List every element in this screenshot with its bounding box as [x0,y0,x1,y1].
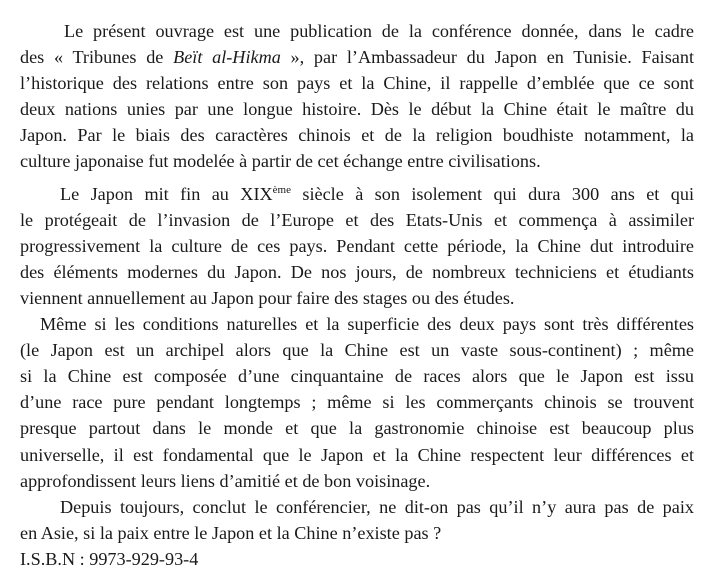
text-line: universelle, il est fondamental que le Japon et la Chine respectent leur différences et [20,444,694,465]
text-line: le protégeait de l’invasion de l’Europe et des Etats-Unis et commença à assimiler [20,209,694,230]
text-line: l’historique des relations entre son pays et la Chine, il rappelle d’emblée que ce sont [20,73,694,94]
text-line: d’une race pure pendant longtemps ; même si les commerçants chinois se trouvent [20,392,694,413]
paragraph-2 [20,181,694,311]
text-line: Depuis toujours, conclut le conférencier, ne dit-on pas qu’il n’y aura pas de paix [60,496,694,517]
text-line: viennent annuellement au Japon pour faire des stages ou des études. [20,287,515,308]
superscript: ème [272,183,291,196]
text-line: (le Japon est un archipel alors que la Chine est un vaste sous-continent) ; même [20,340,694,361]
isbn-line: I.S.B.N : 9973-929-93-4 [20,548,199,569]
text-line: Même si les conditions naturelles et la superficie des deux pays sont très différentes [40,314,694,335]
document-body [20,18,694,572]
text-line: Japon. Par le biais des caractères chinois et de la religion boudhiste notamment, la [20,125,694,146]
text-line: Le présent ouvrage est une publication de la conférence donnée, dans le cadre [64,21,694,41]
italic-title: Beït al-Hikma [173,47,281,68]
text-line: progressivement la culture de ces pays. Pendant cette période, la Chine dut introduire [20,235,694,256]
text-line: presque partout dans le monde et que la gastronomie chinoise est beaucoup plus [20,418,694,439]
paragraph-1 [20,18,694,175]
text-line: des éléments modernes du Japon. De nos jours, de nombreux techniciens et étudiants [20,261,694,282]
text-line: si la Chine est composée d’une cinquantaine de races alors que le Japon est issu [20,366,694,387]
text-line: en Asie, si la paix entre le Japon et la Chine n’existe pas ? [20,522,442,543]
text-line: Le Japon mit fin au XIXème siècle à son isolement qui dura 300 ans et qui [60,183,694,204]
text-line: deux nations unies par une longue histoire. Dès le début la Chine était le maître du [20,99,694,120]
text-line: approfondissent leurs liens d’amitié et de bon voisinage. [20,470,431,491]
text-line: des « Tribunes de Beït al-Hikma », par l’Ambassadeur du Japon en Tunisie. Faisant [20,47,694,68]
paragraph-4 [20,494,694,546]
text-line: culture japonaise fut modelée à partir de cet échange entre civilisations. [20,151,541,172]
paragraph-3 [20,311,694,494]
